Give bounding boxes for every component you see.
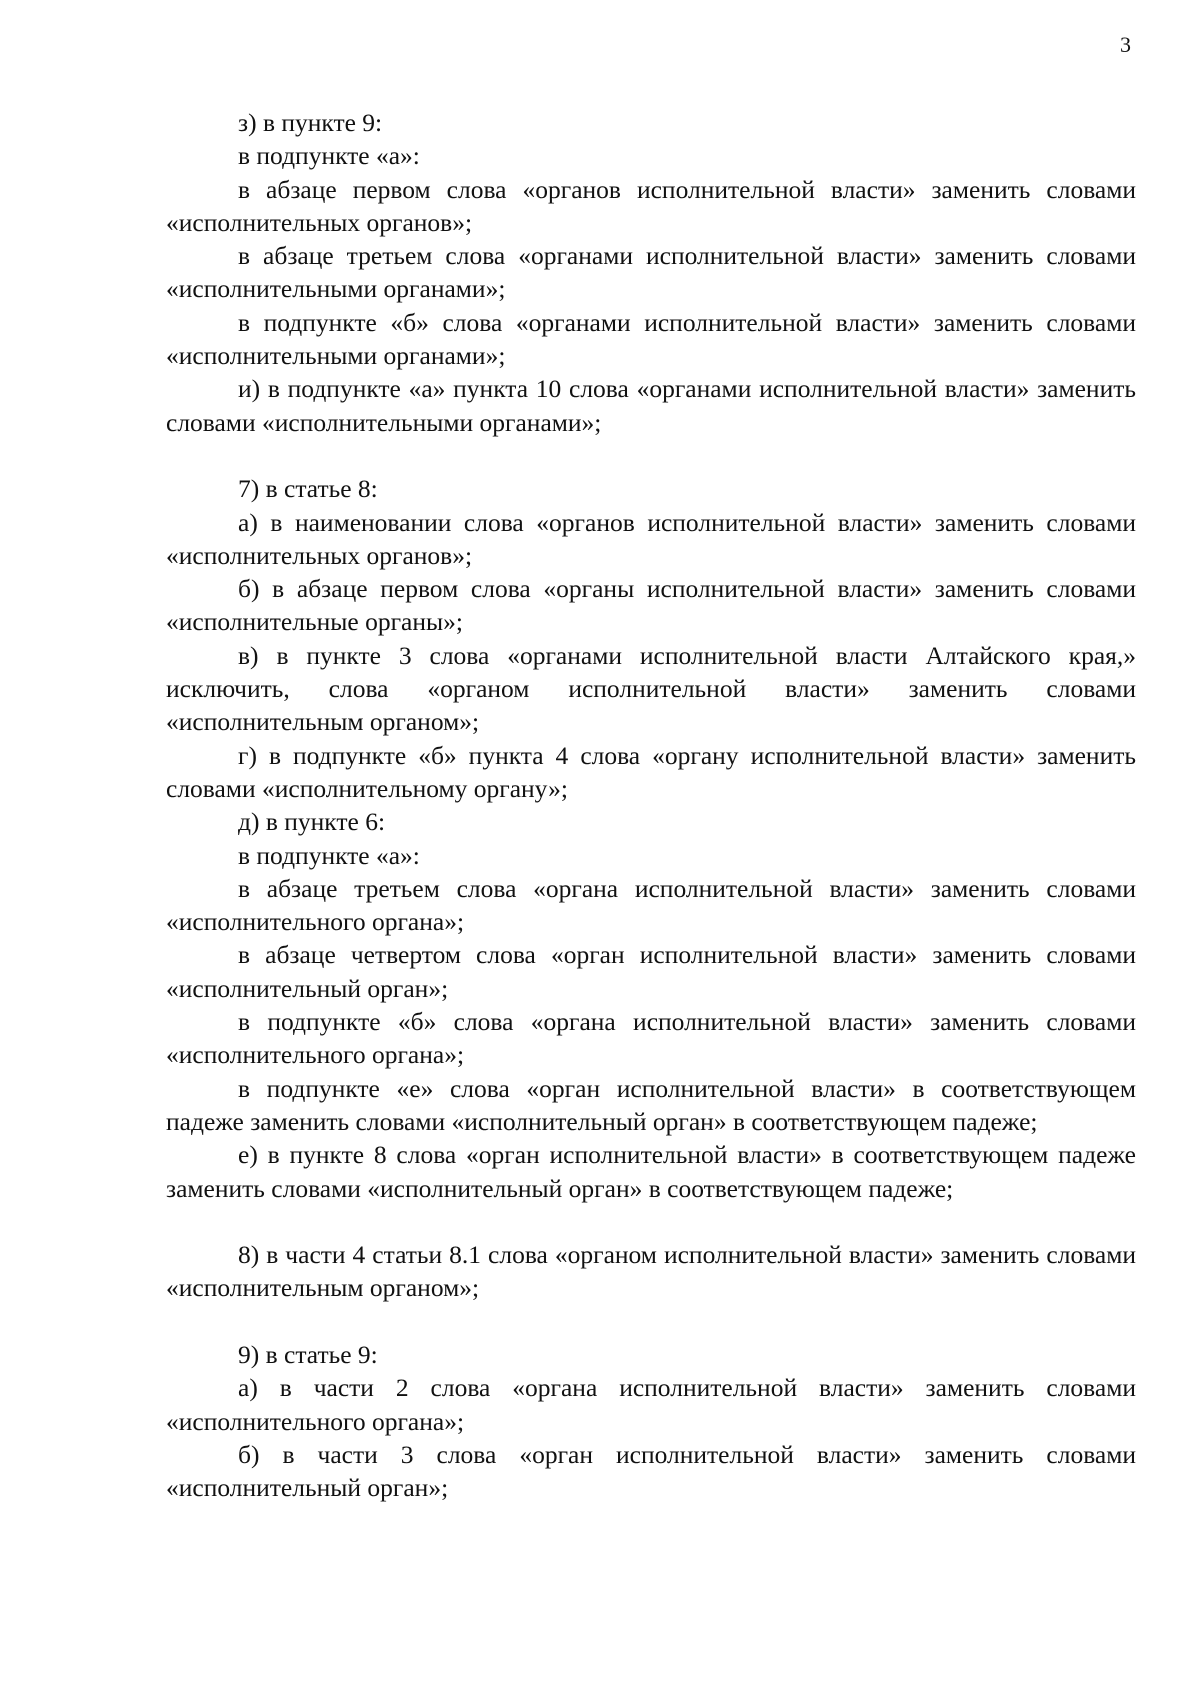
paragraph-9-b: б) в части 3 слова «орган исполнительной власти» заменить словами «исполнительный орган»; — [166, 1439, 1136, 1503]
paragraph-8-d-third-abzac: в абзаце третьем слова «органа исполнительной власти» заменить словами «исполнительного органа»; — [166, 873, 1136, 937]
paragraph-8-a: а) в наименовании слова «органов исполнительной власти» заменить словами «исполнительных органов»; — [166, 507, 1136, 570]
paragraph-article-8-1: 8) в части 4 статьи 8.1 слова «органом исполнительной власти» заменить словами «исполнительным органом»; — [166, 1240, 1136, 1303]
paragraph-8-d-fourth-abzac: в абзаце четвертом слова «орган исполнительной власти» заменить словами «исполнительный орган»; — [166, 940, 1136, 1003]
paragraph-gap — [166, 1305, 1136, 1338]
document-body — [166, 106, 1136, 1504]
paragraph-8-b: б) в абзаце первом слова «органы исполнительной власти» заменить словами «исполнительные органы»; — [166, 574, 1136, 637]
paragraph-z-item-9: з) в пункте 9: — [238, 108, 383, 137]
paragraph-subitem-a: в подпункте «а»: — [238, 141, 420, 171]
paragraph-first-abzac: в абзаце первом слова «органов исполнительной власти» заменить словами «исполнительных органов»; — [166, 174, 1136, 237]
paragraph-8-d-subitem-e: в подпункте «е» слова «орган исполнительной власти» в соответствующем падеже заменить словами «исполнительный орган» в соответствующем падеже; — [166, 1073, 1136, 1136]
paragraph-gap — [166, 439, 1136, 472]
paragraph-8-v: в) в пункте 3 слова «органами исполнительной власти Алтайского края,» исключить, слова «органом исполнительной власти» заменить словами «исполнительным органом»; — [166, 640, 1136, 737]
paragraph-i-item-10: и) в подпункте «а» пункта 10 слова «органами исполнительной власти» заменить словами «исполнительными органами»; — [166, 374, 1136, 437]
page-number: 3 — [1120, 32, 1131, 57]
paragraph-8-g: г) в подпункте «б» пункта 4 слова «органу исполнительной власти» заменить словами «исполнительному органу»; — [166, 740, 1136, 803]
paragraph-8-d-subitem-a: в подпункте «а»: — [238, 840, 420, 870]
paragraph-8-d-subitem-b: в подпункте «б» слова «органа исполнительной власти» заменить словами «исполнительного органа»; — [166, 1007, 1136, 1070]
paragraph-8-e: е) в пункте 8 слова «орган исполнительной власти» в соответствующем падеже заменить словами «исполнительный орган» в соответствующем падеже; — [166, 1140, 1136, 1203]
paragraph-subitem-b: в подпункте «б» слова «органами исполнительной власти» заменить словами «исполнительными органами»; — [166, 307, 1136, 371]
paragraph-9-a: а) в части 2 слова «органа исполнительной власти» заменить словами «исполнительного органа»; — [166, 1373, 1136, 1436]
paragraph-third-abzac: в абзаце третьем слова «органами исполнительной власти» заменить словами «исполнительными органами»; — [166, 241, 1136, 304]
paragraph-gap — [166, 1205, 1136, 1238]
paragraph-article-9: 9) в статье 9: — [238, 1339, 378, 1369]
paragraph-8-d: д) в пункте 6: — [238, 807, 386, 837]
paragraph-article-8: 7) в статье 8: — [238, 474, 378, 504]
